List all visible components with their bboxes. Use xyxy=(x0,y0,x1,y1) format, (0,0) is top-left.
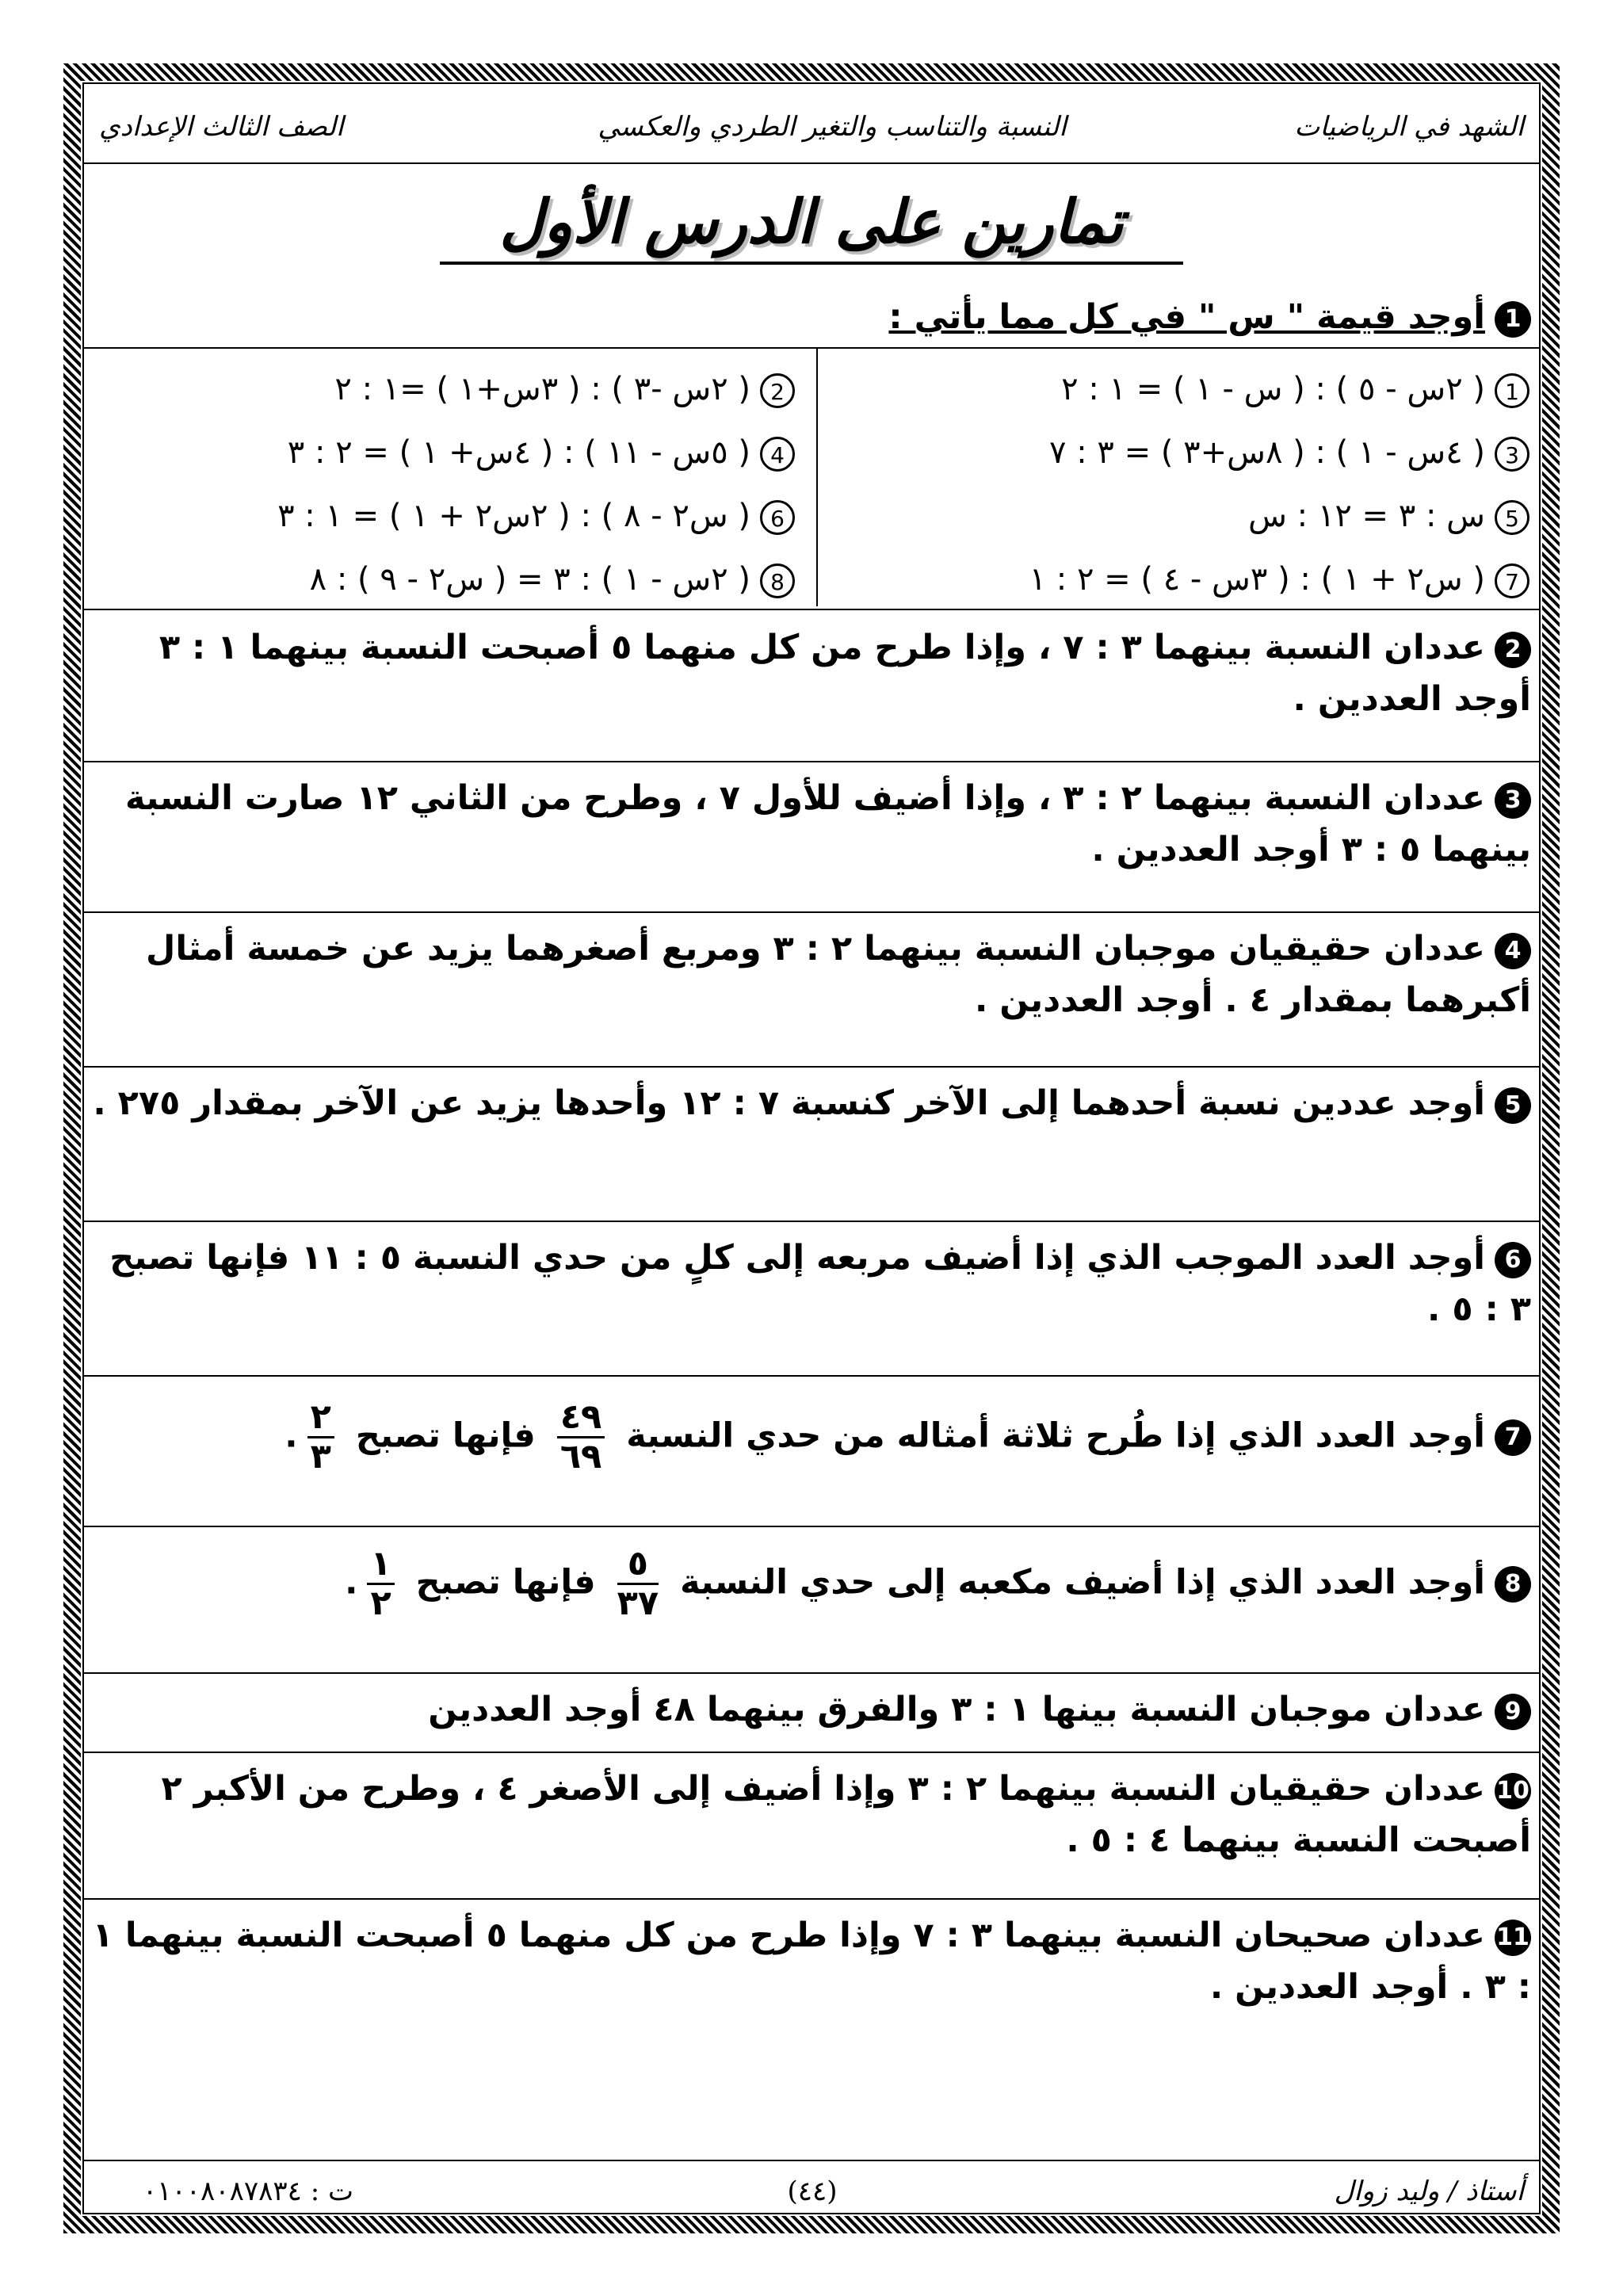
column-divider xyxy=(816,349,818,606)
fraction: $\frac{١}{٢}$ xyxy=(367,1545,394,1623)
question-3: 3عددان النسبة بينهما ٢ : ٣ ، وإذا أضيف للأول ٧ ، وطرح من الثاني ١٢ صارت النسبة بينهما ٥ : ٣ أوجد العددين . xyxy=(125,778,1531,869)
equation-2: 2( ٢س -٣ ) : ( ٣س+١ ) =١ : ٢ xyxy=(334,371,795,408)
equation-8: 8( ٢س - ١ ) : ٣ = ( س٢ - ٩ ) : ٨ xyxy=(310,561,795,598)
divider xyxy=(82,347,1541,349)
question-8: 8أوجد العدد الذي إذا أضيف مكعبه إلى حدي النسبة $\frac{٥}{٣٧}$ فإنها تصبح $\frac{١}{٢}$ . xyxy=(90,1545,1531,1623)
page-title: تمارين على الدرس الأول xyxy=(499,186,1124,257)
equation-3: 3( ٤س - ١ ) : ( ٨س+٣ ) = ٣ : ٧ xyxy=(1049,434,1529,472)
equation-7: 7( س٢ + ١ ) : ( ٣س - ٤ ) = ٢ : ١ xyxy=(1029,561,1529,598)
question-1 xyxy=(90,292,1531,343)
fraction: $\frac{٢}{٣}$ xyxy=(307,1399,334,1477)
divider xyxy=(82,1898,1541,1900)
question-text: أوجد قيمة " س " في كل مما يأتي : xyxy=(888,297,1485,337)
question-11: 11عددان صحيحان النسبة بينهما ٣ : ٧ وإذا طرح من كل منهما ٥ أصبحت النسبة بينهما ١ : ٣ . أوجد العددين . xyxy=(92,1916,1531,2007)
header-divider xyxy=(82,162,1541,164)
divider xyxy=(82,1066,1541,1068)
header-center: النسبة والتناسب والتغير الطردي والعكسي xyxy=(598,111,1067,143)
question-9: 9عددان موجبان النسبة بينها ١ : ٣ والفرق بينهما ٤٨ أوجد العددين xyxy=(90,1684,1531,1736)
divider xyxy=(82,609,1541,610)
question-6: 6أوجد العدد الموجب الذي إذا أضيف مربعه إلى كلٍ من حدي النسبة ٥ : ١١ فإنها تصبح ٣ : ٥ . xyxy=(109,1238,1531,1329)
footer-teacher: أستاذ / وليد زوال xyxy=(1334,2176,1524,2207)
fraction: $\frac{٤٩}{٦٩}$ xyxy=(557,1399,605,1477)
footer-divider xyxy=(82,2160,1541,2161)
equation-4: 4( ٥س - ١١ ) : ( ٤س+ ١ ) = ٢ : ٣ xyxy=(288,434,795,472)
fraction: $\frac{٥}{٣٧}$ xyxy=(617,1544,659,1624)
divider xyxy=(82,1526,1541,1527)
divider xyxy=(82,761,1541,762)
divider xyxy=(82,911,1541,913)
question-7: 7أوجد العدد الذي إذا طُرح ثلاثة أمثاله من حدي النسبة $\frac{٤٩}{٦٩}$ فإنها تصبح $\frac{٢}{٣}$ . xyxy=(90,1399,1531,1477)
equation-6: 6( س٢ - ٨ ) : ( ٢س٢ + ١ ) = ١ : ٣ xyxy=(277,498,795,535)
header-right: الشهد في الرياضيات xyxy=(1294,111,1524,143)
header-left: الصف الثالث الإعدادي xyxy=(99,111,344,143)
footer-phone: ت : ٠١٠٠٨٠٨٧٨٣٤ xyxy=(143,2176,353,2207)
question-number: 1 xyxy=(1495,301,1531,338)
question-4: 4عددان حقيقيان موجبان النسبة بينهما ٢ : ٣ ومربع أصغرهما يزيد عن خمسة أمثال أكبرهما بمقدار ٤ . أوجد العددين . xyxy=(146,929,1531,1020)
divider xyxy=(82,1752,1541,1753)
divider xyxy=(82,1375,1541,1377)
divider xyxy=(82,1221,1541,1222)
divider xyxy=(82,1672,1541,1674)
question-5: 5أوجد عددين نسبة أحدهما إلى الآخر كنسبة ٧ : ١٢ وأحدها يزيد عن الآخر بمقدار ٢٧٥ . xyxy=(90,1078,1531,1129)
equation-1: 1( ٢س - ٥ ) : ( س - ١ ) = ١ : ٢ xyxy=(1061,371,1529,408)
equation-5: 5س : ٣ = ١٢ : س xyxy=(1248,498,1529,535)
question-10: 10عددان حقيقيان النسبة بينهما ٢ : ٣ وإذا أضيف إلى الأصغر ٤ ، وطرح من الأكبر ٢ أصبحت النسبة بينهما ٤ : ٥ . xyxy=(161,1769,1531,1860)
page-number: (٤٤) xyxy=(787,2176,838,2207)
title-underline xyxy=(440,262,1183,265)
question-2: 2عددان النسبة بينهما ٣ : ٧ ، وإذا طرح من كل منهما ٥ أصبحت النسبة بينهما ١ : ٣ أوجد العددين . xyxy=(158,628,1531,719)
